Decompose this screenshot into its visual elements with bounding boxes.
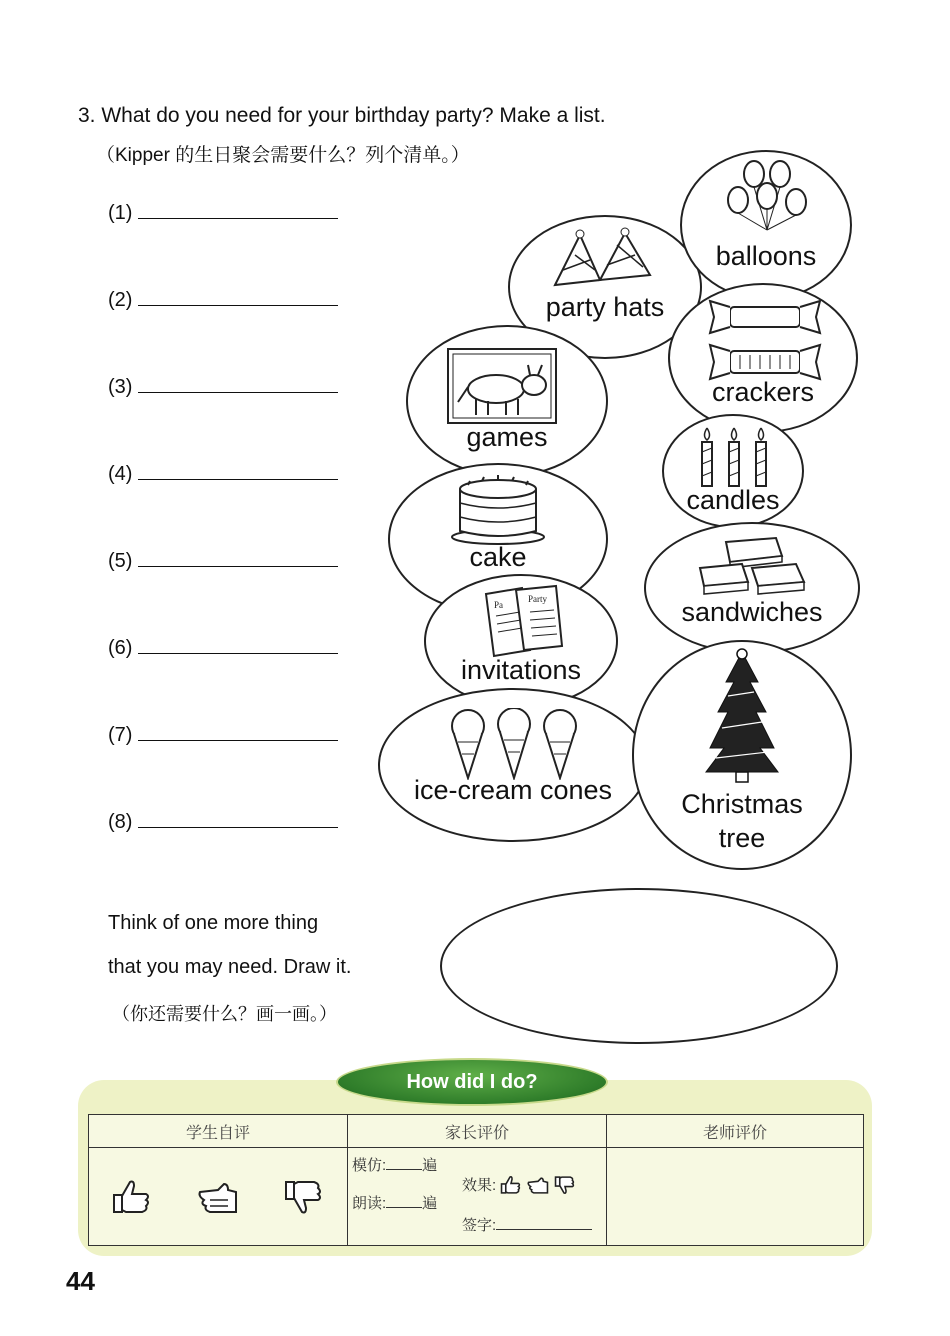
thumbs-down-icon[interactable] bbox=[284, 1178, 324, 1216]
crackers-icon bbox=[700, 299, 830, 383]
label-sandwiches: sandwiches bbox=[681, 597, 823, 627]
draw-prompt-line-1: Think of one more thing bbox=[108, 912, 319, 934]
item-candles bbox=[662, 414, 804, 528]
answer-number: (4) bbox=[108, 463, 133, 485]
signature-label: 签字: bbox=[462, 1217, 497, 1234]
candles-icon bbox=[694, 426, 774, 488]
svg-text:Party: Party bbox=[528, 594, 547, 604]
header-teacher: 老师评价 bbox=[607, 1115, 864, 1148]
label-games: games bbox=[466, 422, 548, 452]
draw-prompt-line-2: that you may need. Draw it. bbox=[108, 956, 352, 978]
label-christmas: Christmas bbox=[681, 789, 803, 819]
item-games bbox=[406, 325, 608, 477]
answer-blank[interactable] bbox=[138, 200, 338, 219]
signature-field[interactable] bbox=[496, 1229, 592, 1230]
thumbs-up-icon[interactable] bbox=[112, 1178, 152, 1216]
answer-blank[interactable] bbox=[138, 461, 338, 480]
drawing-area[interactable] bbox=[440, 888, 838, 1044]
answer-line-7[interactable] bbox=[108, 722, 338, 747]
answer-blank[interactable] bbox=[138, 635, 338, 654]
item-ice-cream-cones bbox=[378, 688, 648, 842]
read-aloud-times: 遍 bbox=[422, 1195, 438, 1212]
svg-text:Pa: Pa bbox=[494, 600, 503, 610]
answer-number: (3) bbox=[108, 376, 133, 398]
answer-blank[interactable] bbox=[138, 809, 338, 828]
label-invitations: invitations bbox=[460, 655, 582, 685]
invitations-icon bbox=[482, 584, 566, 658]
read-aloud-label: 朗读: bbox=[352, 1195, 387, 1212]
header-student: 学生自评 bbox=[89, 1115, 348, 1148]
answer-line-5[interactable] bbox=[108, 548, 338, 573]
cake-icon bbox=[448, 471, 548, 545]
question-title: 3. What do you need for your birthday party? Make a list. bbox=[78, 104, 606, 127]
thumb-sideways-icon[interactable] bbox=[196, 1178, 240, 1216]
answer-line-3[interactable] bbox=[108, 374, 338, 399]
party-hat-icon bbox=[545, 225, 665, 295]
answer-number: (5) bbox=[108, 550, 133, 572]
read-aloud-count-field[interactable] bbox=[386, 1207, 422, 1208]
item-crackers bbox=[668, 283, 858, 433]
answer-number: (2) bbox=[108, 289, 133, 311]
label-balloons: balloons bbox=[715, 241, 817, 271]
label-party-hats: party hats bbox=[545, 292, 665, 322]
parent-evaluation-cell bbox=[348, 1148, 607, 1246]
answer-blank[interactable] bbox=[138, 548, 338, 567]
evaluation-table bbox=[88, 1114, 864, 1246]
answer-line-4[interactable] bbox=[108, 461, 338, 486]
label-candles: candles bbox=[686, 485, 780, 515]
answer-blank[interactable] bbox=[138, 287, 338, 306]
answer-line-1[interactable] bbox=[108, 200, 338, 225]
balloons-icon bbox=[724, 158, 810, 238]
effect-thumbs-up-icon[interactable] bbox=[500, 1175, 522, 1195]
effect-label: 效果: bbox=[462, 1177, 497, 1194]
item-sandwiches bbox=[644, 522, 860, 654]
question-subtitle: （Kipper 的生日聚会需要什么？列个清单。） bbox=[96, 145, 470, 166]
answer-number: (6) bbox=[108, 637, 133, 659]
christmas-tree-icon bbox=[704, 648, 780, 784]
sandwiches-icon bbox=[696, 534, 808, 598]
answer-blank[interactable] bbox=[138, 374, 338, 393]
answer-line-2[interactable] bbox=[108, 287, 338, 312]
imitate-label: 模仿: bbox=[352, 1157, 387, 1174]
item-christmas-tree bbox=[632, 640, 852, 870]
answer-blank[interactable] bbox=[138, 722, 338, 741]
answer-line-6[interactable] bbox=[108, 635, 338, 660]
answer-number: (7) bbox=[108, 724, 133, 746]
label-ice-cream-cones: ice-cream cones bbox=[413, 775, 613, 805]
imitate-count-field[interactable] bbox=[386, 1169, 422, 1170]
ice-cream-icon bbox=[444, 708, 584, 780]
how-did-i-do-badge: How did I do? bbox=[336, 1058, 608, 1106]
draw-prompt-line-3: （你还需要什么？画一画。） bbox=[112, 1004, 337, 1024]
label-cake: cake bbox=[469, 542, 527, 572]
teacher-evaluation-cell[interactable] bbox=[607, 1148, 864, 1246]
header-parent: 家长评价 bbox=[348, 1115, 607, 1148]
label-crackers: crackers bbox=[711, 377, 814, 407]
effect-thumbs-down-icon[interactable] bbox=[554, 1175, 576, 1195]
donkey-game-icon bbox=[446, 347, 558, 427]
imitate-times: 遍 bbox=[422, 1157, 438, 1174]
student-rating-cell bbox=[89, 1148, 348, 1246]
answer-line-8[interactable] bbox=[108, 809, 338, 834]
label-tree: tree bbox=[718, 823, 766, 853]
page-number: 44 bbox=[66, 1266, 95, 1296]
effect-thumb-sideways-icon[interactable] bbox=[526, 1175, 550, 1195]
answer-number: (8) bbox=[108, 811, 133, 833]
answer-number: (1) bbox=[108, 202, 133, 224]
item-balloons bbox=[680, 150, 852, 300]
